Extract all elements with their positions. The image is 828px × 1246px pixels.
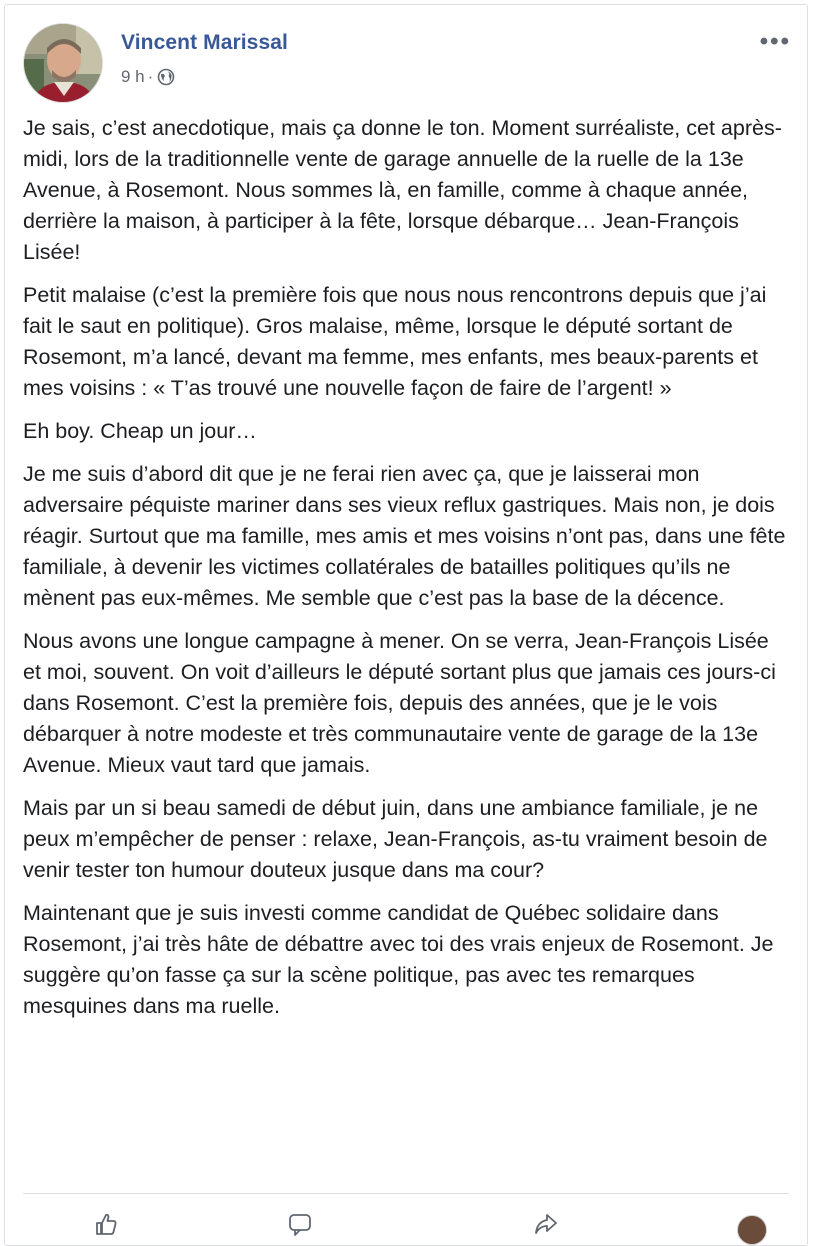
comment-button[interactable] xyxy=(287,1211,323,1242)
post-paragraph: Eh boy. Cheap un jour… xyxy=(23,419,257,443)
post-actions xyxy=(23,1205,789,1245)
share-icon xyxy=(533,1211,569,1242)
post-body xyxy=(23,113,787,1034)
post-meta xyxy=(121,67,175,87)
post-paragraph: Nous avons une longue campagne à mener. On se verra, Jean-François Lisée et moi, souvent. On voit d’ailleurs le député sortant plus que jamais ces jours-ci dans Rosemont. C’est la première fois, depuis des années, que je le vois débarquer à notre modeste et très communautaire vente de garage de la 13e Avenue. Mieux vaut tard que jamais. xyxy=(23,629,776,777)
post-paragraph: Maintenant que je suis investi comme candidat de Québec solidaire dans Rosemont, j’ai très hâte de débattre avec toi des vrais enjeux de Rosemont. Je suggère qu’on fasse ça sur la scène politique, pas avec tes remarques mesquines dans ma ruelle. xyxy=(23,901,774,1018)
post-paragraph: Je sais, c’est anecdotique, mais ça donne le ton. Moment surréaliste, cet après-midi, lors de la traditionnelle vente de garage annuelle de la ruelle de la 13e Avenue, à Rosemont. Nous sommes là, en famille, comme à chaque année, derrière la maison, à participer à la fête, lorsque débarque… Jean-François Lisée! xyxy=(23,116,782,264)
meta-separator: · xyxy=(147,67,154,86)
post-paragraph: Petit malaise (c’est la première fois que nous nous rencontrons depuis que j’ai fait le saut en politique). Gros malaise, même, lorsque le député sortant de Rosemont, m’a lancé, devant ma femme, mes enfants, mes beaux-parents et mes voisins : « T’as trouvé une nouvelle façon de faire de l’argent! » xyxy=(23,283,767,400)
like-button[interactable] xyxy=(93,1211,129,1242)
author-avatar[interactable] xyxy=(23,23,103,103)
post-paragraph: Mais par un si beau samedi de début juin, dans une ambiance familiale, je ne peux m’empêcher de penser : relaxe, Jean-François, as-tu vraiment besoin de venir tester ton humour douteux jusque dans ma cour? xyxy=(23,796,768,882)
post-paragraph: Je me suis d’abord dit que je ne ferai rien avec ça, que je laisserai mon adversaire péquiste mariner dans ses vieux reflux gastriques. Mais non, je dois réagir. Surtout que ma famille, mes amis et mes voisins n’ont pas, dans une fête familiale, à devenir les victimes collatérales de batailles politiques qu’ils ne mènent pas eux-mêmes. Me semble que c’est pas la base de la décence. xyxy=(23,462,786,610)
thumbs-up-icon xyxy=(93,1211,129,1242)
share-button[interactable] xyxy=(533,1211,569,1242)
post-header xyxy=(23,23,803,103)
actions-divider xyxy=(23,1193,789,1194)
author-name[interactable]: Vincent Marissal xyxy=(121,31,288,54)
globe-icon[interactable] xyxy=(157,68,175,86)
more-options-icon[interactable]: ••• xyxy=(759,28,791,55)
post-card xyxy=(4,4,808,1246)
post-time[interactable]: 9 h xyxy=(121,67,145,86)
comment-icon xyxy=(287,1211,323,1242)
